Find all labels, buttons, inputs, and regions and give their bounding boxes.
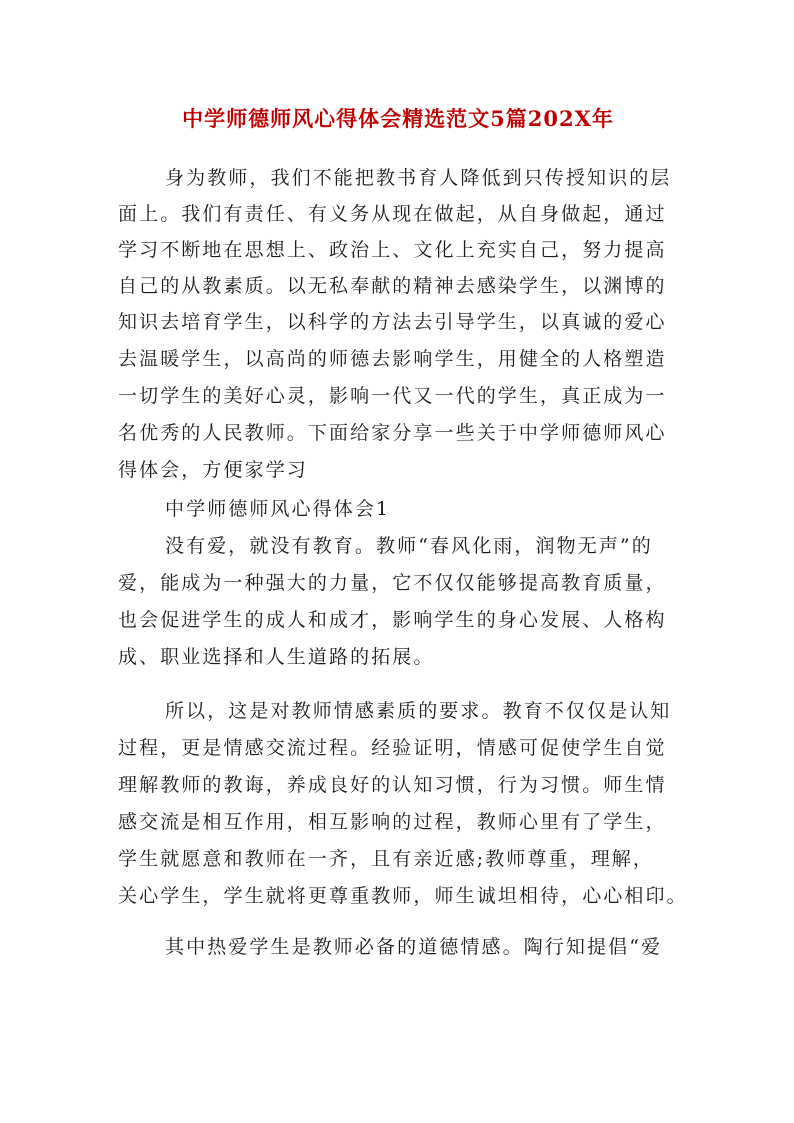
paragraph-2-line-4: 感交流是相互作用，相互影响的过程，教师心里有了学生，	[118, 811, 667, 833]
paragraph-1-line-4: 成、职业选择和人生道路的拓展。	[118, 646, 435, 668]
paragraph-1-line-2: 爱，能成为一种强大的力量，它不仅仅能够提高教育质量，	[118, 572, 667, 594]
intro-line-6: 去温暖学生，以高尚的师德去影响学生，用健全的人格塑造	[118, 348, 667, 370]
intro-line-4: 自己的从教素质。以无私奉献的精神去感染学生，以渊博的	[118, 275, 667, 297]
paragraph-1-line-1: 没有爱，就没有教育。教师“春风化雨，润物无声”的	[165, 535, 653, 557]
intro-line-2: 面上。我们有责任、有义务从现在做起，从自身做起，通过	[118, 203, 667, 225]
paragraph-2-line-3: 理解教师的教诲，养成良好的认知习惯，行为习惯。师生情	[118, 774, 667, 796]
intro-line-1: 身为教师，我们不能把教书育人降低到只传授知识的层	[165, 167, 672, 189]
paragraph-1-line-3: 也会促进学生的成人和成才，影响学生的身心发展、人格构	[118, 609, 667, 631]
intro-line-5: 知识去培育学生，以科学的方法去引导学生，以真诚的爱心	[118, 311, 667, 333]
paragraph-2-line-1: 所以，这是对教师情感素质的要求。教育不仅仅是认知	[165, 700, 672, 722]
paragraph-2-line-5: 学生就愿意和教师在一齐，且有亲近感;教师尊重，理解，	[118, 848, 655, 870]
intro-line-3: 学习不断地在思想上、政治上、文化上充实自己，努力提高	[118, 239, 667, 261]
intro-line-7: 一切学生的美好心灵，影响一代又一代的学生，真正成为一	[118, 385, 667, 407]
intro-line-8: 名优秀的人民教师。下面给家分享一些关于中学师德师风心	[118, 422, 667, 444]
section-heading: 中学师德师风心得体会1	[165, 498, 391, 520]
paragraph-2-line-6: 关心学生，学生就将更尊重教师，师生诚坦相待，心心相印。	[118, 885, 688, 907]
paragraph-2-line-2: 过程，更是情感交流过程。经验证明，情感可促使学生自觉	[118, 737, 667, 759]
paragraph-3-line-1: 其中热爱学生是教师必备的道德情感。陶行知提倡“爱	[165, 936, 663, 958]
intro-line-9: 得体会，方便家学习	[118, 459, 308, 481]
document-title: 中学师德师风心得体会精选范文5篇202X年	[182, 106, 614, 131]
